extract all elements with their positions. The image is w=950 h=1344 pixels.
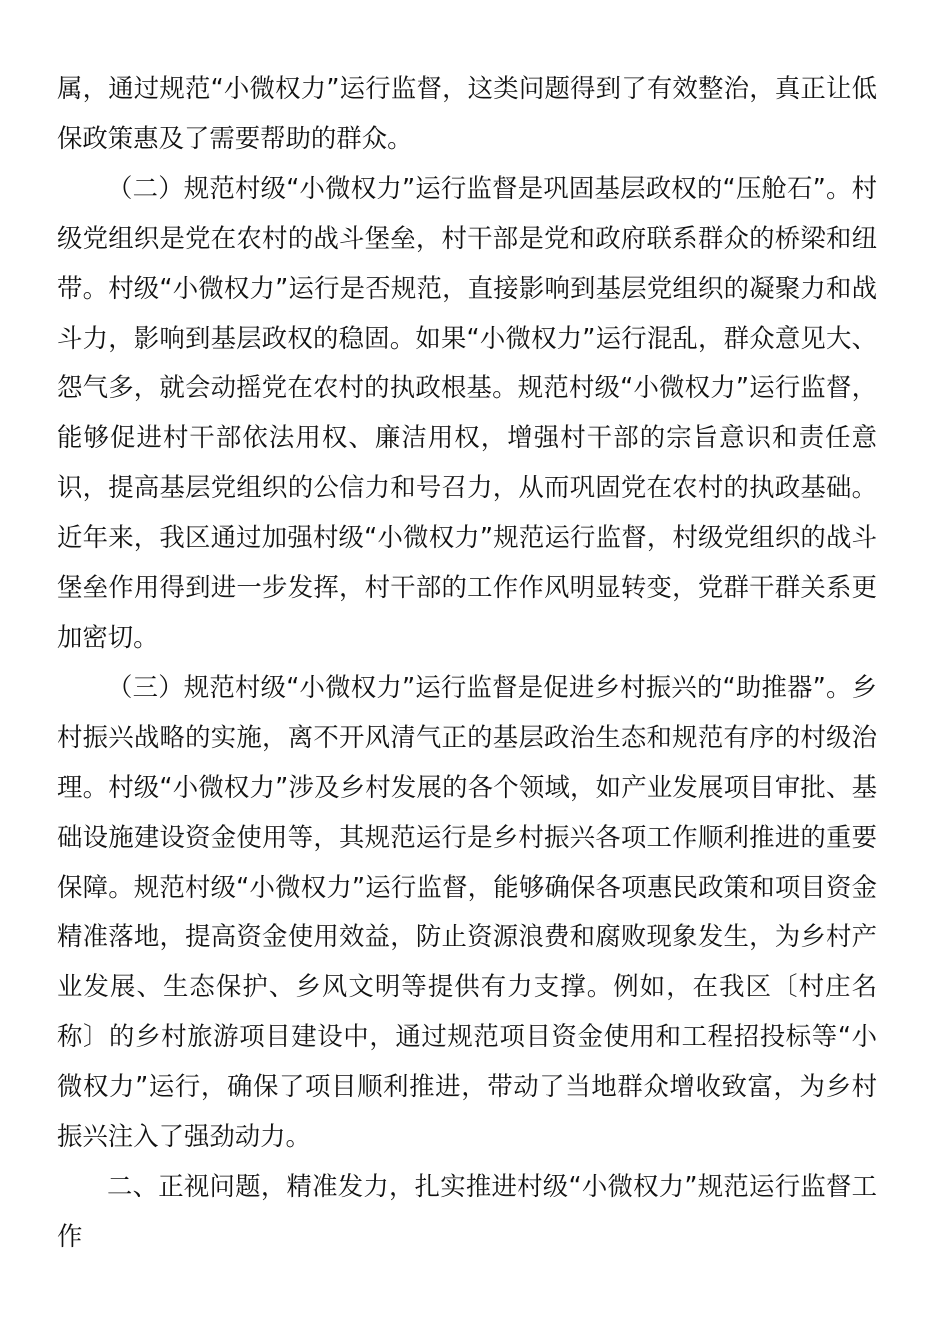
section-heading-2: 二、正视问题，精准发力，扎实推进村级“小微权力”规范运行监督工作 [57,1170,877,1251]
paragraph-section-3: （三）规范村级“小微权力”运行监督是促进乡村振兴的“助推器”。乡村振兴战略的实施，离不开风清气正的基层政治生态和规范有序的村级治理。村级“小微权力”涉及乡村发展的各个领域，如产业发展项目审批、基础设施建设资金使用等，其规范运行是乡村振兴各项工作顺利推进的重要保障。规范村级“小微权力”运行监督，能够确保各项惠民政策和项目资金精准落地，提高资金使用效益，防止资源浪费和腐败现象发生，为乡村产业发展、生态保护、乡风文明等提供有力支撑。例如，在我区〔村庄名称〕的乡村旅游项目建设中，通过规范项目资金使用和工程招投标等“小微权力”运行，确保了项目顺利推进，带动了当地群众增收致富，为乡村振兴注入了强劲动力。 [57,671,877,1152]
paragraph-continuation: 属，通过规范“小微权力”运行监督，这类问题得到了有效整治，真正让低保政策惠及了需要帮助的群众。 [57,73,877,153]
paragraph-section-2: （二）规范村级“小微权力”运行监督是巩固基层政权的“压舱石”。村级党组织是党在农村的战斗堡垒，村干部是党和政府联系群众的桥梁和纽带。村级“小微权力”运行是否规范，直接影响到基层党组织的凝聚力和战斗力，影响到基层政权的稳固。如果“小微权力”运行混乱，群众意见大、怨气多，就会动摇党在农村的执政根基。规范村级“小微权力”运行监督，能够促进村干部依法用权、廉洁用权，增强村干部的宗旨意识和责任意识，提高基层党组织的公信力和号召力，从而巩固党在农村的执政基础。近年来，我区通过加强村级“小微权力”规范运行监督，村级党组织的战斗堡垒作用得到进一步发挥，村干部的工作作风明显转变，党群干群关系更加密切。 [57,172,877,652]
document-page [57,64,877,1262]
